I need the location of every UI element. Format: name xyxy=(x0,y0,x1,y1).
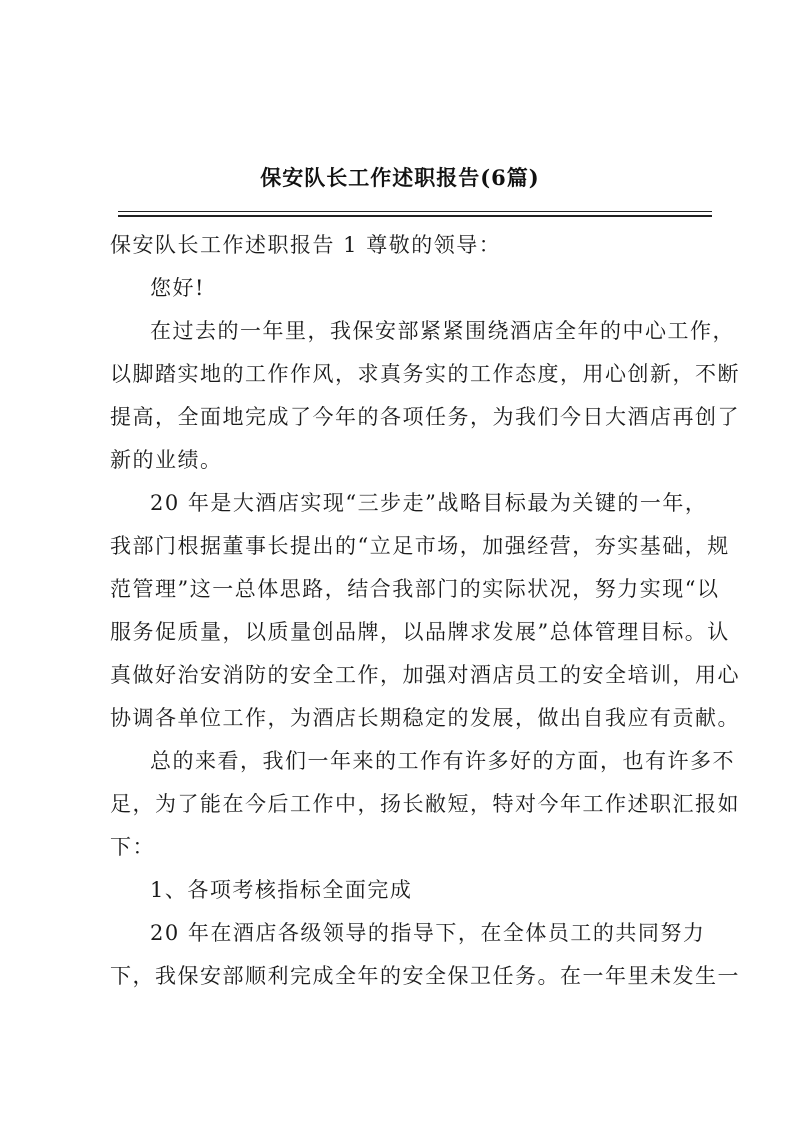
text-line: 提高，全面地完成了今年的各项任务，为我们今日大酒店再创了 xyxy=(110,405,740,429)
title-rule-thin xyxy=(118,211,712,212)
text-line: 总的来看，我们一年来的工作有许多好的方面，也有许多不 xyxy=(150,749,735,773)
text-line: 范管理”这一总体思路，结合我部门的实际状况，努力实现“以 xyxy=(110,577,720,601)
document-title: 保安队长工作述职报告(6篇) xyxy=(260,165,540,190)
text-line: 下，我保安部顺利完成全年的安全保卫任务。在一年里未发生一 xyxy=(110,964,740,988)
text-line: 20 年在酒店各级领导的指导下，在全体员工的共同努力 xyxy=(150,921,706,945)
text-line: 足，为了能在今后工作中，扬长敝短，特对今年工作述职汇报如 xyxy=(110,792,740,816)
text-line: 在过去的一年里，我保安部紧紧围绕酒店全年的中心工作， xyxy=(150,319,735,343)
text-line: 20 年是大酒店实现“三步走”战略目标最为关键的一年， xyxy=(150,491,708,515)
text-line-greeting: 您好! xyxy=(150,276,205,300)
text-line: 下： xyxy=(110,835,155,859)
text-line-opening: 保安队长工作述职报告 1 尊敬的领导： xyxy=(110,233,502,257)
text-line: 我部门根据董事长提出的“立足市场，加强经营，夯实基础，规 xyxy=(110,534,730,558)
text-line: 服务促质量，以质量创品牌，以品牌求发展”总体管理目标。认 xyxy=(110,620,730,644)
text-line: 以脚踏实地的工作作风，求真务实的工作态度，用心创新，不断 xyxy=(110,362,740,386)
text-line: 新的业绩。 xyxy=(110,448,223,472)
text-line: 真做好治安消防的安全工作，加强对酒店员工的安全培训，用心 xyxy=(110,663,740,687)
section-heading: 1、各项考核指标全面完成 xyxy=(150,878,413,902)
title-rule-thick xyxy=(118,215,712,217)
text-line: 协调各单位工作，为酒店长期稳定的发展，做出自我应有贡献。 xyxy=(110,706,740,730)
